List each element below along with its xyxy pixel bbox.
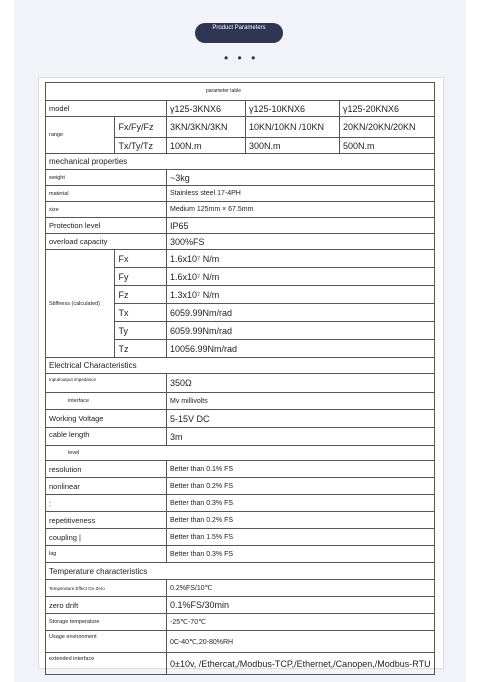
model-label: model: [46, 101, 167, 117]
overload-value: 300%FS: [167, 234, 435, 250]
coupling-value: Better than 1.5% FS: [167, 529, 435, 546]
table-title: parameter table: [46, 83, 435, 101]
temperature-heading: Temperature characteristics: [46, 563, 435, 580]
interface-label: interface: [46, 393, 167, 410]
model-10kn: γ125-10KNX6: [245, 101, 339, 117]
zero-drift-label: zero drift: [46, 597, 167, 614]
unlabeled-label: :: [46, 495, 167, 512]
storage-temp-value: -25℃-70℃: [167, 614, 435, 631]
voltage-label: Working Voltage: [46, 410, 167, 428]
range-torque-3kn: 100N.m: [167, 138, 246, 154]
stiffness-axis: Ty: [115, 322, 167, 340]
range-force-20kn: 20KN/20KN/20KN: [339, 117, 434, 138]
nonlinear-value: Better than 0.2% FS: [167, 478, 435, 495]
impedance-label: Input/output impedance: [46, 374, 167, 393]
ext-interface-label: extended interface: [46, 653, 167, 675]
weight-label: weight: [46, 170, 167, 186]
repeatability-value: Better than 0.2% FS: [167, 512, 435, 529]
range-torque-10kn: 300N.m: [245, 138, 339, 154]
resolution-label: resolution: [46, 461, 167, 478]
model-3kn: γ125-3KNX6: [167, 101, 246, 117]
range-force-axis: Fx/Fy/Fz: [115, 117, 167, 138]
cable-label: cable length: [46, 428, 167, 446]
stiffness-axis: Tz: [115, 340, 167, 358]
dots-indicator: • • •: [224, 51, 259, 65]
weight-value: ~3kg: [167, 170, 435, 186]
stiffness-axis: Tx: [115, 304, 167, 322]
stiffness-value: 1.3x10⁷ N/m: [167, 286, 435, 304]
nonlinear-label: nonlinear: [46, 478, 167, 495]
stiffness-value: 1.6x10⁷ N/m: [167, 268, 435, 286]
stiffness-axis: Fz: [115, 286, 167, 304]
usage-env-value: 0C-40℃,20-80%RH: [167, 631, 435, 653]
coupling-label: coupling |: [46, 529, 167, 546]
level-label: level: [46, 446, 435, 461]
repeatability-label: repetitiveness: [46, 512, 167, 529]
cable-value: 3m: [167, 428, 435, 446]
storage-temp-label: Storage temperature: [46, 614, 167, 631]
range-torque-axis: Tx/Ty/Tz: [115, 138, 167, 154]
stiffness-axis: Fy: [115, 268, 167, 286]
range-torque-20kn: 500N.m: [339, 138, 434, 154]
size-label: size: [46, 202, 167, 218]
stiffness-axis: Fx: [115, 250, 167, 268]
mechanical-heading: mechanical properties: [46, 154, 435, 170]
voltage-value: 5-15V DC: [167, 410, 435, 428]
material-value: Stainless steel 17-4PH: [167, 186, 435, 202]
protection-label: Protection level: [46, 218, 167, 234]
lag-label: lag: [46, 546, 167, 563]
range-force-3kn: 3KN/3KN/3KN: [167, 117, 246, 138]
temp-effect-value: 0.2%FS/10℃: [167, 580, 435, 597]
range-label: range: [46, 117, 115, 154]
model-20kn: γ125-20KNX6: [339, 101, 434, 117]
resolution-value: Better than 0.1% FS: [167, 461, 435, 478]
lag-value: Better than 0.3% FS: [167, 546, 435, 563]
zero-drift-value: 0.1%FS/30min: [167, 597, 435, 614]
stiffness-value: 6059.99Nm/rad: [167, 304, 435, 322]
unlabeled-value: Better than 0.3% FS: [167, 495, 435, 512]
parameter-table: [45, 82, 435, 675]
temp-effect-label: Temperature Effect On Zero: [46, 580, 167, 597]
stiffness-value: 10056.99Nm/rad: [167, 340, 435, 358]
electrical-heading: Electrical Characteristics: [46, 358, 435, 374]
overload-label: overload capacity: [46, 234, 167, 250]
impedance-value: 350Ω: [167, 374, 435, 393]
product-parameters-tab[interactable]: Product Parameters: [195, 23, 283, 43]
ext-interface-value: 0±10v, /Ethercat,/Modbus-TCP,/Ethernet,/Canopen,/Modbus-RTU: [167, 653, 435, 675]
usage-env-label: Usage environment: [46, 631, 167, 653]
protection-value: IP65: [167, 218, 435, 234]
stiffness-value: 1.6x10⁷ N/m: [167, 250, 435, 268]
range-force-10kn: 10KN/10KN /10KN: [245, 117, 339, 138]
material-label: material: [46, 186, 167, 202]
stiffness-value: 6059.99Nm/rad: [167, 322, 435, 340]
stiffness-label: Stiffness (calculated): [46, 250, 115, 358]
interface-value: Mv millivolts: [167, 393, 435, 410]
size-value: Medium 125mm × 67.5mm: [167, 202, 435, 218]
